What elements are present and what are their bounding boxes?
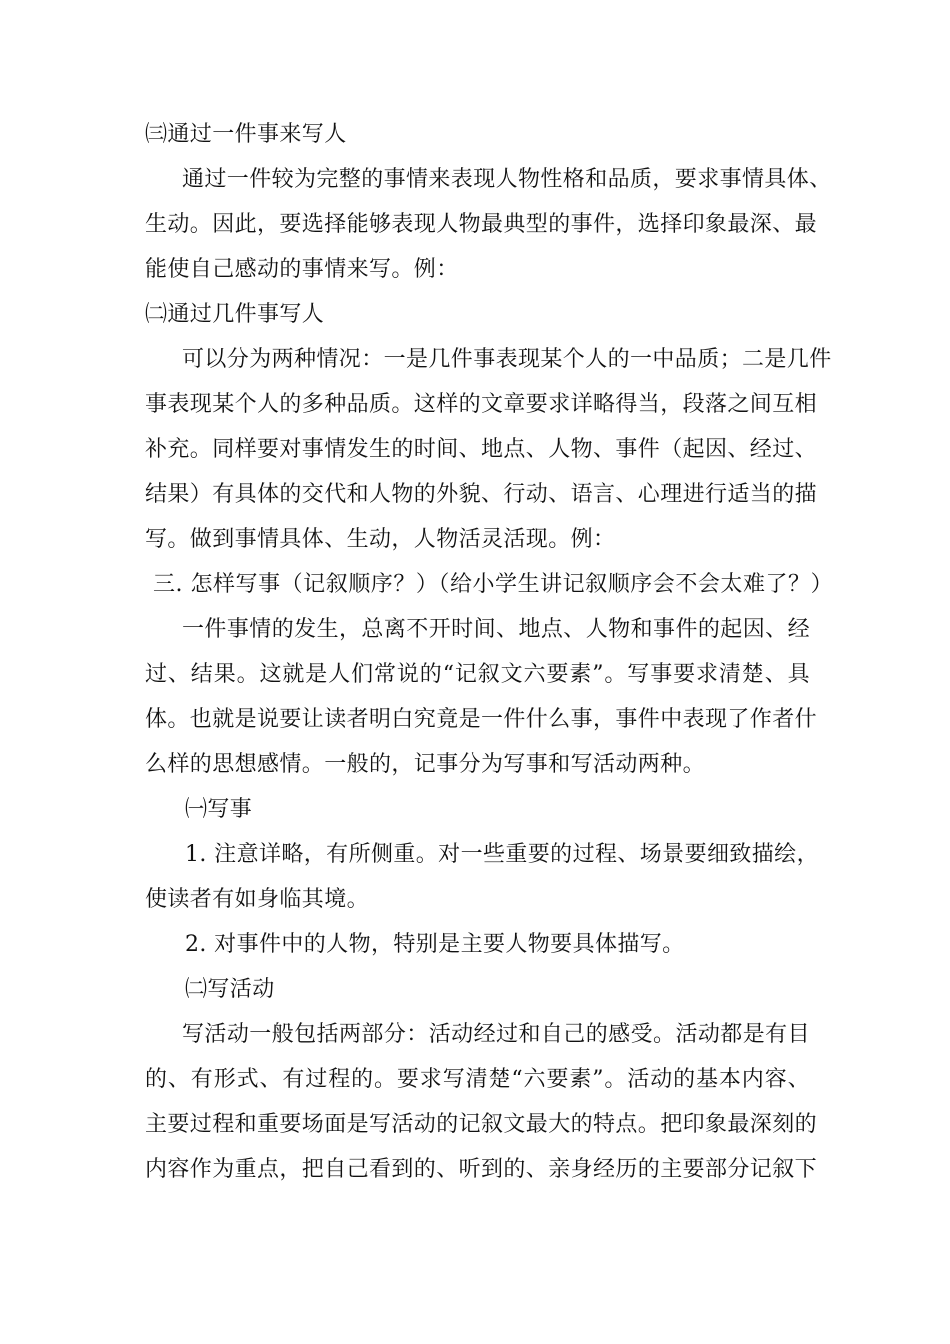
- list-item: 1. 注意详略，有所侧重。对一些重要的过程、场景要细致描绘，: [185, 842, 819, 867]
- paragraph-line: 结果）有具体的交代和人物的外貌、行动、语言、心理进行适当的描: [145, 482, 818, 507]
- paragraph-line: 主要过程和重要场面是写活动的记叙文最大的特点。把印象最深刻的: [145, 1112, 818, 1137]
- paragraph-line: 通过一件较为完整的事情来表现人物性格和品质，要求事情具体、: [182, 167, 832, 192]
- heading-one-event: ㈢通过一件事来写人: [145, 122, 347, 147]
- paragraph-line: 能使自己感动的事情来写。例：: [145, 257, 459, 282]
- paragraph-line: 写。做到事情具体、生动，人物活灵活现。例：: [145, 527, 616, 552]
- subheading-write-activity: ㈡写活动: [185, 977, 275, 1002]
- heading-several-events: ㈡通过几件事写人: [145, 302, 325, 327]
- paragraph-line: 使读者有如身临其境。: [145, 887, 370, 912]
- subheading-write-event: ㈠写事: [185, 797, 253, 822]
- paragraph-line: 写活动一般包括两部分：活动经过和自己的感受。活动都是有目: [182, 1022, 810, 1047]
- paragraph-line: 一件事情的发生，总离不开时间、地点、人物和事件的起因、经: [182, 617, 810, 642]
- paragraph-line: 么样的思想感情。一般的，记事分为写事和写活动两种。: [145, 752, 706, 777]
- paragraph-line: 事表现某个人的多种品质。这样的文章要求详略得当，段落之间互相: [145, 392, 818, 417]
- paragraph-line: 可以分为两种情况：一是几件事表现某个人的一中品质；二是几件: [182, 347, 832, 372]
- paragraph-line: 内容作为重点，把自己看到的、听到的、亲身经历的主要部分记叙下: [145, 1157, 818, 1182]
- paragraph-line: 补充。同样要对事情发生的时间、地点、人物、事件（起因、经过、: [145, 437, 818, 462]
- paragraph-line: 过、结果。这就是人们常说的“记叙文六要素”。写事要求清楚、具: [145, 662, 810, 687]
- section-heading-how-to-write-events: 三. 怎样写事（记叙顺序？）（给小学生讲记叙顺序会不会太难了？）: [153, 572, 833, 597]
- paragraph-line: 生动。因此，要选择能够表现人物最典型的事件，选择印象最深、最: [145, 212, 818, 237]
- list-item: 2. 对事件中的人物，特别是主要人物要具体描写。: [185, 932, 685, 957]
- paragraph-line: 的、有形式、有过程的。要求写清楚“六要素”。活动的基本内容、: [145, 1067, 810, 1092]
- paragraph-line: 体。也就是说要让读者明白究竟是一件什么事，事件中表现了作者什: [145, 707, 818, 732]
